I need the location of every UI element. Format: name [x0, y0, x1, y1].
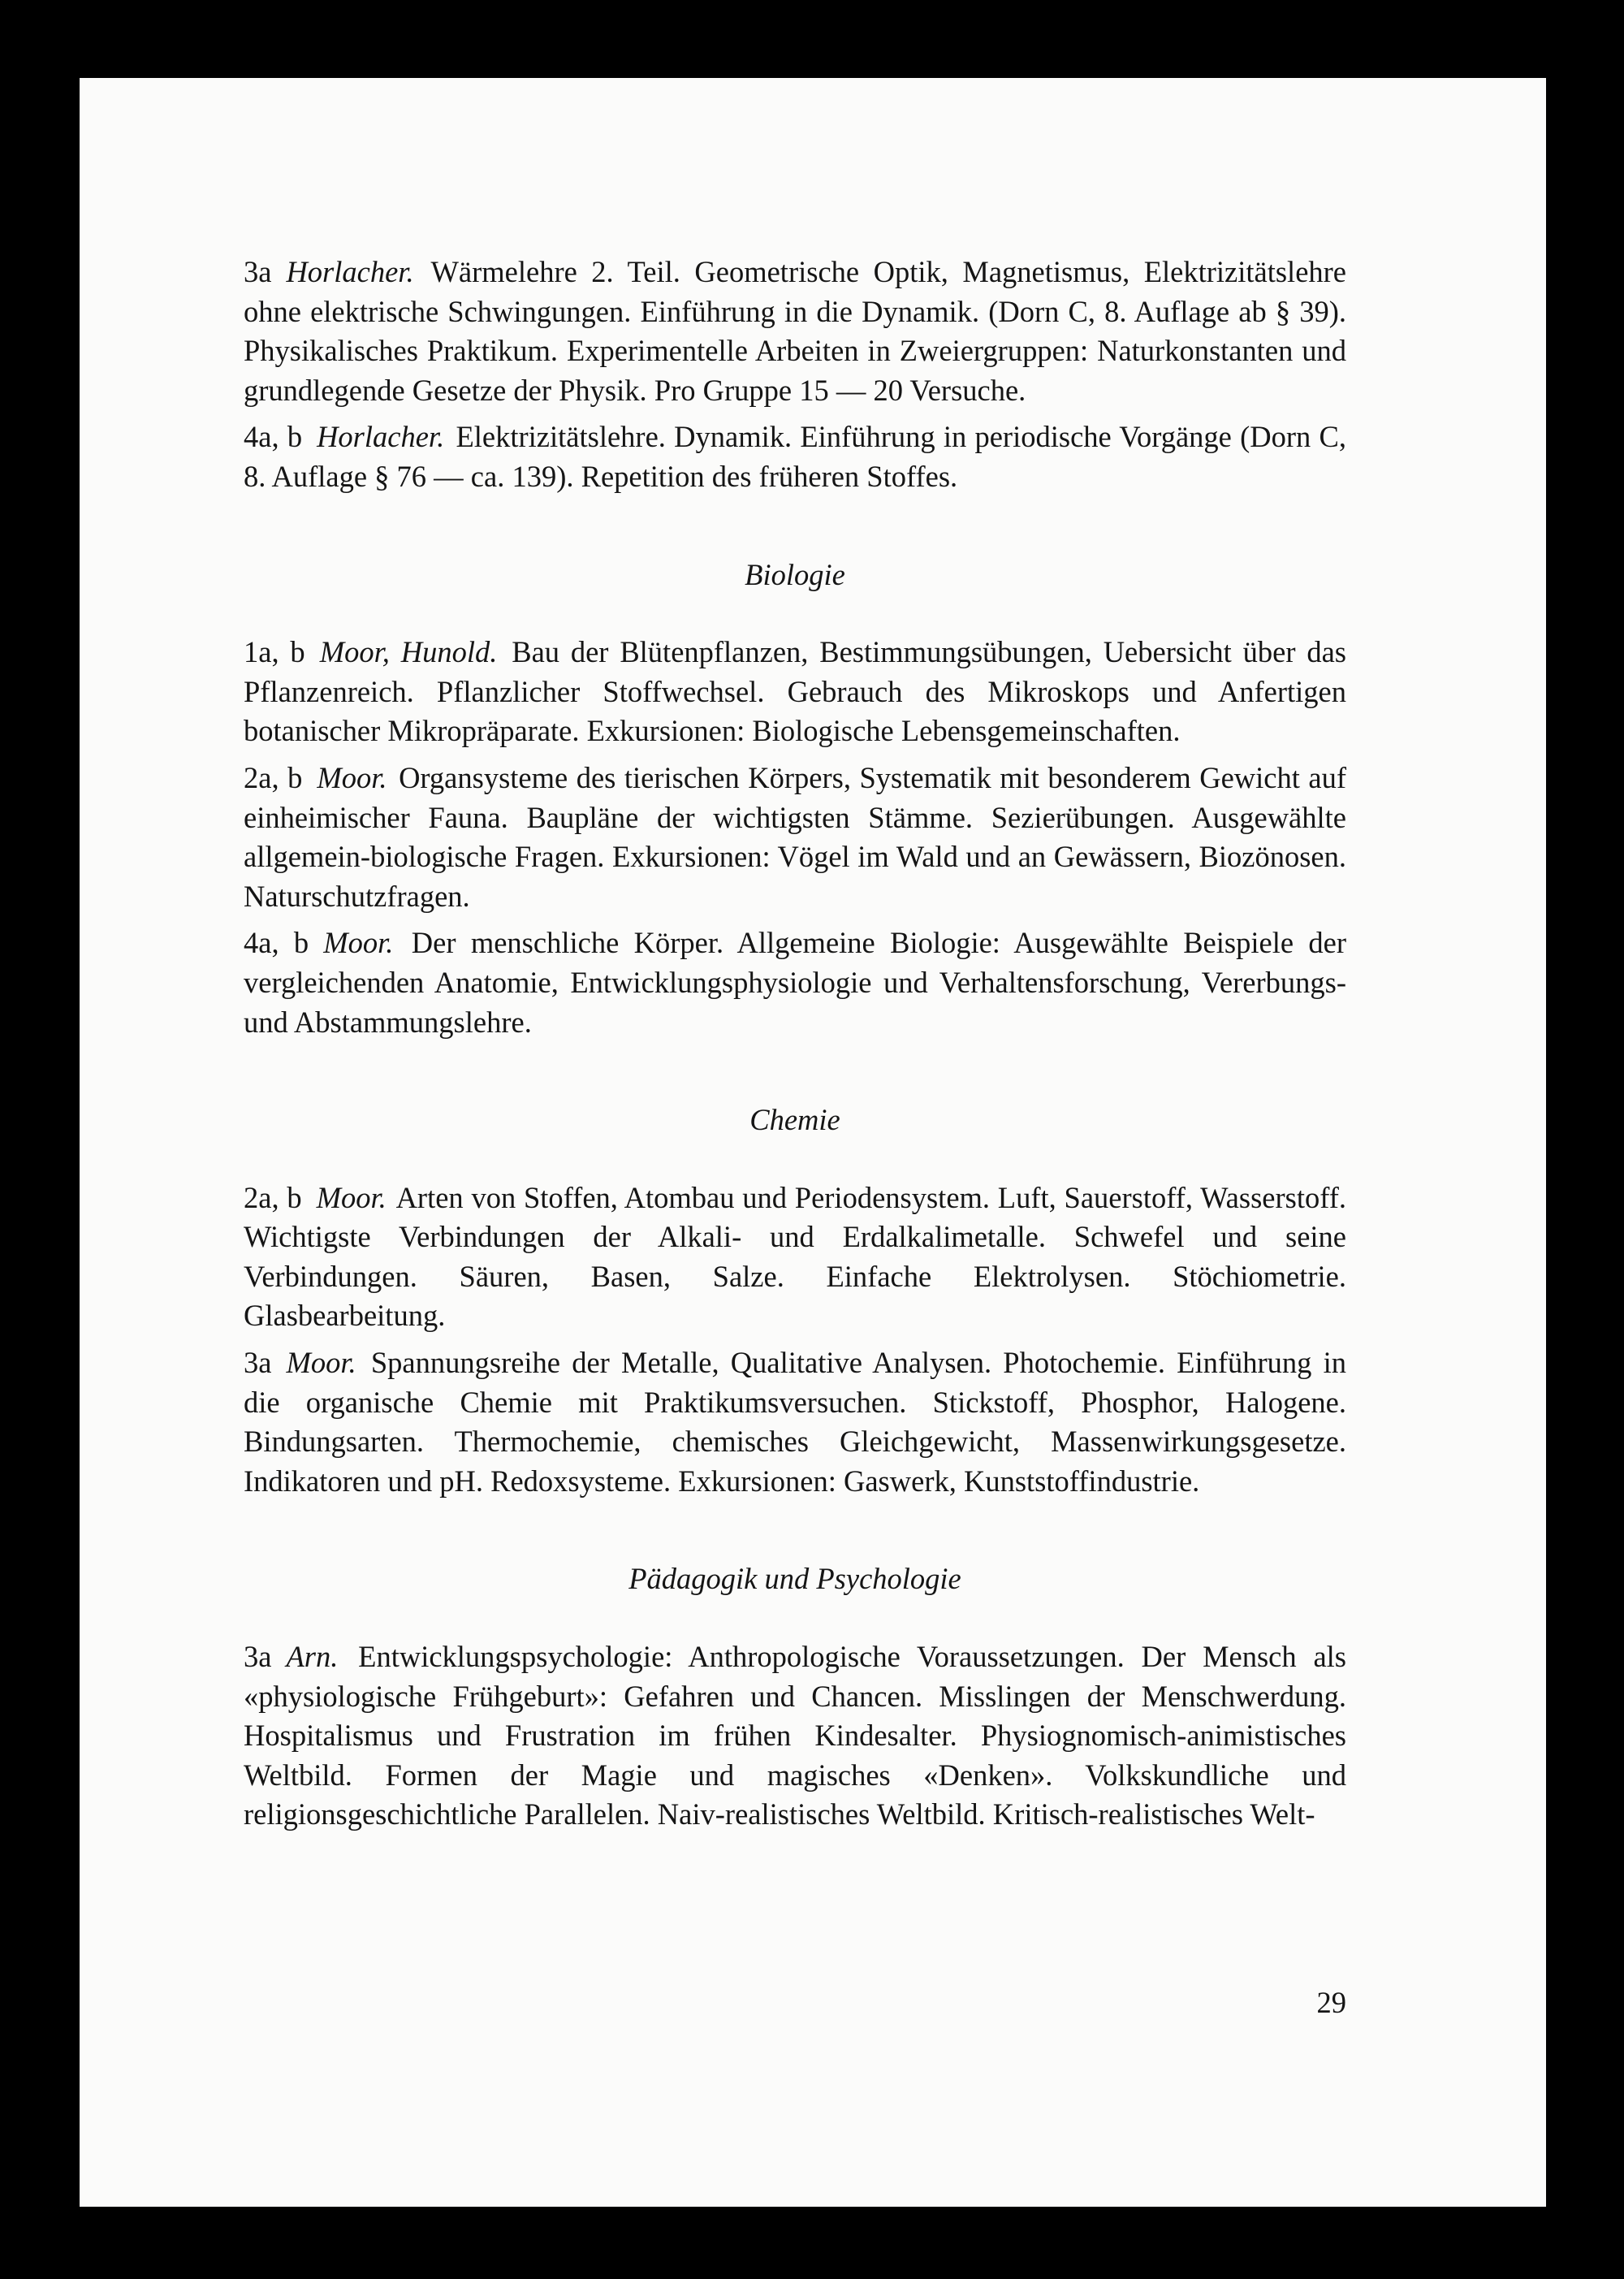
- course-entry: [244, 1637, 1346, 1835]
- course-teacher: Moor.: [317, 760, 387, 794]
- section-physik: [244, 253, 1346, 497]
- course-teacher: Moor.: [286, 1346, 356, 1380]
- course-description: Entwicklungspsychologie: Anthropologische Voraussetzungen. Der Mensch als «physiologische Frühgeburt»: Gefahren und Chancen. Misslingen der Menschwerdung. Hospitalismus und Frustration im frühen Kindesalter. Physiognomisch-animistisches Weltbild. Formen der Magie und magisches «Denken». Volkskundliche und religionsgeschichtliche Parallelen. Naiv-realistisches Weltbild. Kritisch-realistisches Welt-: [244, 1640, 1347, 1831]
- course-classes: 2a, b: [244, 1180, 302, 1214]
- course-description: Der menschliche Körper. Allgemeine Biologie: Ausgewählte Beispiele der vergleichenden Anatomie, Entwicklungsphysiologie und Verhaltensforschung, Vererbungs- und Abstammungslehre.: [244, 926, 1347, 1039]
- course-entry: [244, 1178, 1346, 1336]
- course-entry: [244, 1343, 1346, 1501]
- section-heading: Biologie: [745, 557, 845, 591]
- course-teacher: Moor, Hunold.: [319, 635, 498, 669]
- course-classes: 1a, b: [244, 635, 305, 669]
- course-entry: [244, 923, 1346, 1042]
- course-classes: 3a: [244, 255, 272, 288]
- course-entry: [244, 759, 1346, 916]
- course-classes: 2a, b: [244, 760, 303, 794]
- section-chemie: [244, 1101, 1346, 1501]
- section-biologie: [244, 556, 1346, 1043]
- course-description: Organsysteme des tierischen Körpers, Systematik mit besonderem Gewicht auf einheimischer Fauna. Baupläne der wichtigsten Stämme. Sezierübungen. Ausgewählte allgemein-biologische Fragen. Exkursionen: Vögel im Wald und an Gewässern, Biozönosen. Naturschutzfragen.: [244, 760, 1347, 913]
- course-classes: 4a, b: [244, 926, 309, 960]
- course-description: Elektrizitätslehre. Dynamik. Einführung in periodische Vorgänge (Dorn C, 8. Auflage § 76 — ca. 139). Repetition des früheren Stoffes.: [244, 420, 1346, 493]
- course-entry: [244, 633, 1346, 751]
- course-classes: 4a, b: [244, 420, 303, 454]
- section-heading: Chemie: [749, 1103, 840, 1137]
- section-paedagogik: [244, 1559, 1346, 1835]
- course-teacher: Moor.: [323, 926, 394, 960]
- course-teacher: Arn.: [286, 1640, 339, 1674]
- course-description: Bau der Blütenpflanzen, Bestimmungsübungen, Uebersicht über das Pflanzenreich. Pflanzlicher Stoffwechsel. Gebrauch des Mikroskops und Anfertigen botanischer Mikropräparate. Exkursionen: Biologische Lebensgemeinschaften.: [244, 635, 1347, 748]
- course-teacher: Horlacher.: [317, 420, 445, 454]
- document-page: [80, 78, 1546, 2207]
- page-number: 29: [1316, 1986, 1346, 2019]
- course-description: Wärmelehre 2. Teil. Geometrische Optik, Magnetismus, Elektrizitätslehre ohne elektrische Schwingungen. Einführung in die Dynamik. (Dorn C, 8. Auflage ab § 39). Physikalisches Praktikum. Experimentelle Arbeiten in Zweiergruppen: Naturkonstanten und grundlegende Gesetze der Physik. Pro Gruppe 15 — 20 Versuche.: [244, 255, 1347, 407]
- course-entry: [244, 417, 1346, 496]
- course-teacher: Moor.: [316, 1180, 387, 1214]
- course-classes: 3a: [244, 1346, 272, 1380]
- page-content: [244, 253, 1346, 1842]
- section-heading: Pädagogik und Psychologie: [628, 1562, 961, 1596]
- course-classes: 3a: [244, 1640, 272, 1674]
- course-description: Spannungsreihe der Metalle, Qualitative Analysen. Photochemie. Einführung in die organische Chemie mit Praktikumsversuchen. Stickstoff, Phosphor, Halogene. Bindungsarten. Thermochemie, chemisches Gleichgewicht, Massenwirkungsgesetze. Indikatoren und pH. Redoxsysteme. Exkursionen: Gaswerk, Kunststoffindustrie.: [244, 1346, 1347, 1498]
- course-teacher: Horlacher.: [286, 255, 414, 288]
- course-description: Arten von Stoffen, Atombau und Periodensystem. Luft, Sauerstoff, Wasserstoff. Wichtigste Verbindungen der Alkali- und Erdalkalimetalle. Schwefel und seine Verbindungen. Säuren, Basen, Salze. Einfache Elektrolysen. Stöchiometrie. Glasbearbeitung.: [244, 1180, 1346, 1333]
- course-entry: [244, 253, 1346, 410]
